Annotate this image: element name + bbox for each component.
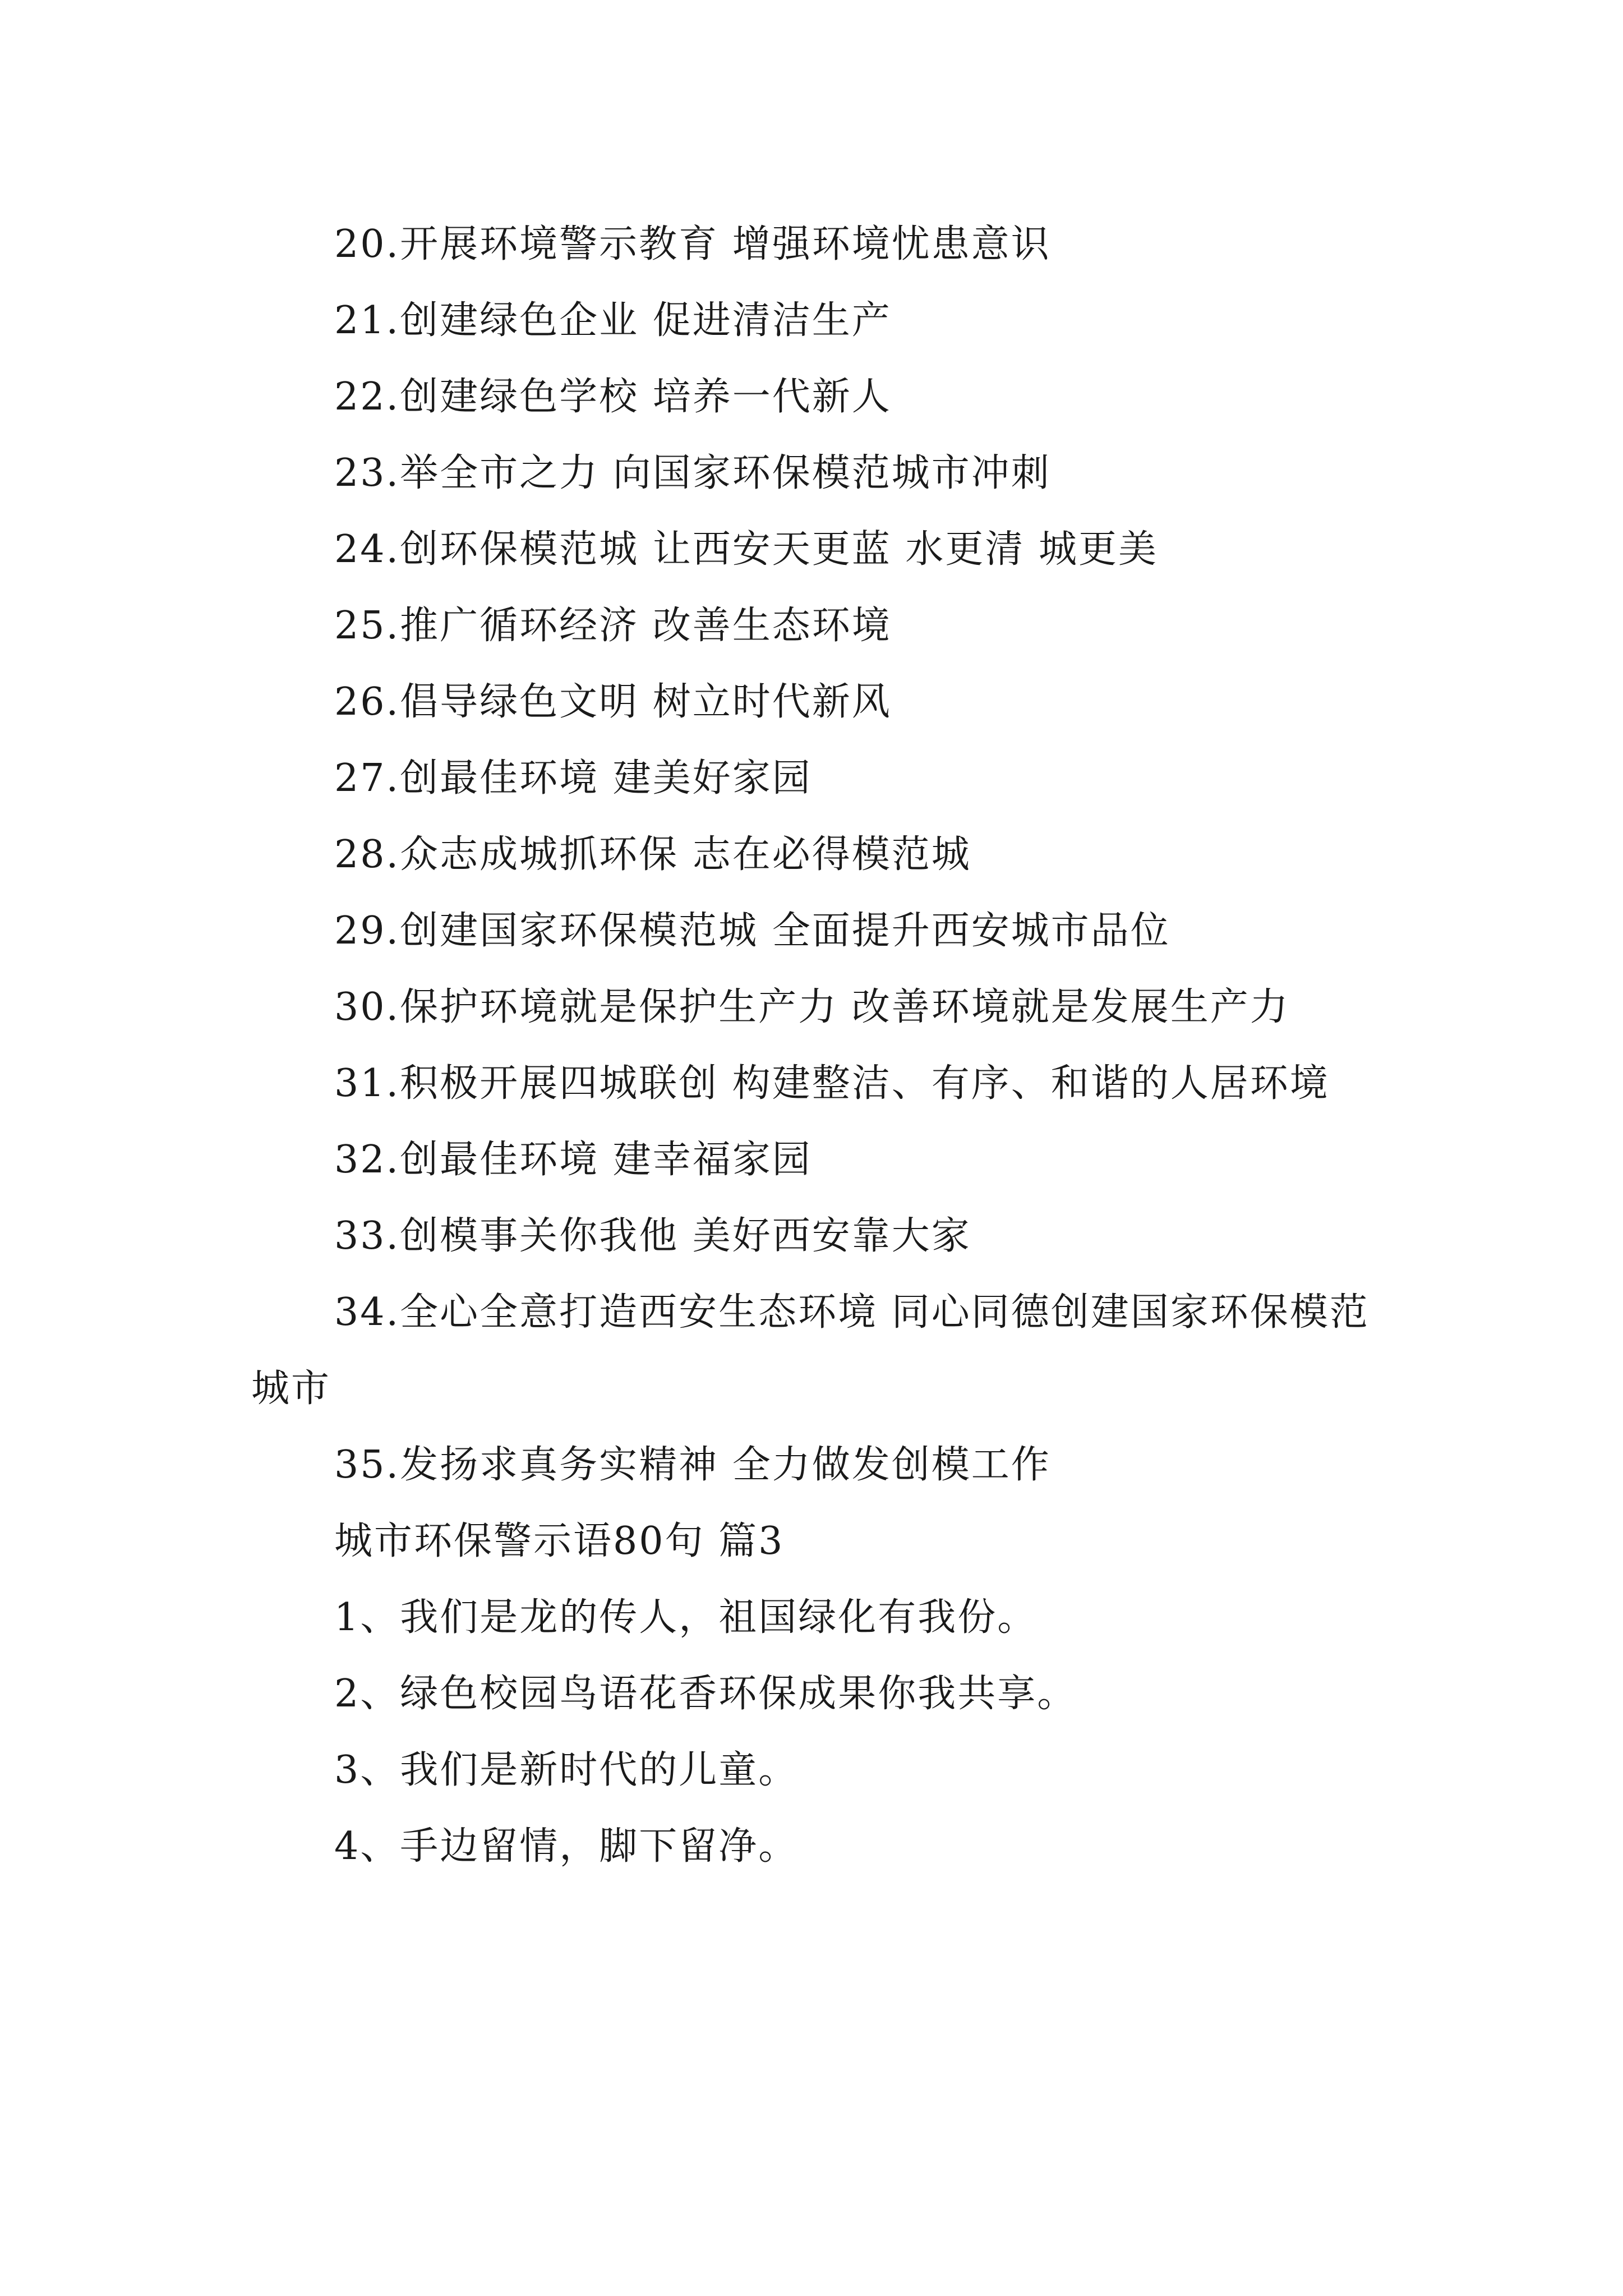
slogan-line-28: 28.众志成城抓环保 志在必得模范城 — [334, 832, 971, 877]
slogan-line-25: 25.推广循环经济 改善生态环境 — [334, 604, 892, 648]
slogan-line-4: 4、手边留情，脚下留净。 — [334, 1824, 799, 1869]
slogan-line-1: 1、我们是龙的传人，祖国绿化有我份。 — [334, 1595, 1038, 1640]
slogan-line-21: 21.创建绿色企业 促进清洁生产 — [334, 298, 892, 343]
slogan-line-27: 27.创最佳环境 建美好家园 — [334, 756, 812, 800]
slogan-line-31: 31.积极开展四城联创 构建整洁、有序、和谐的人居环境 — [334, 1061, 1330, 1106]
slogan-line-26: 26.倡导绿色文明 树立时代新风 — [334, 680, 892, 724]
slogan-line-32: 32.创最佳环境 建幸福家园 — [334, 1138, 812, 1182]
slogan-line-3: 3、我们是新时代的儿童。 — [334, 1748, 799, 1792]
slogan-line-24: 24.创环保模范城 让西安天更蓝 水更清 城更美 — [334, 527, 1158, 572]
document-body — [251, 206, 1384, 1885]
section-heading: 城市环保警示语80句 篇3 — [334, 1519, 785, 1563]
slogan-line-33: 33.创模事关你我他 美好西安靠大家 — [334, 1214, 971, 1258]
slogan-line-23: 23.举全市之力 向国家环保模范城市冲刺 — [334, 451, 1051, 495]
slogan-line-35: 35.发扬求真务实精神 全力做发创模工作 — [334, 1443, 1051, 1487]
slogan-line-34: 34.全心全意打造西安生态环境 同心同德创建国家环保模范城市 — [251, 1290, 1370, 1411]
slogan-line-22: 22.创建绿色学校 培养一代新人 — [334, 375, 892, 419]
slogan-line-30: 30.保护环境就是保护生产力 改善环境就是发展生产力 — [334, 985, 1290, 1029]
slogan-line-2: 2、绿色校园鸟语花香环保成果你我共享。 — [334, 1672, 1077, 1716]
slogan-line-20: 20.开展环境警示教育 增强环境忧患意识 — [334, 222, 1051, 266]
slogan-line-29: 29.创建国家环保模范城 全面提升西安城市品位 — [334, 909, 1170, 953]
